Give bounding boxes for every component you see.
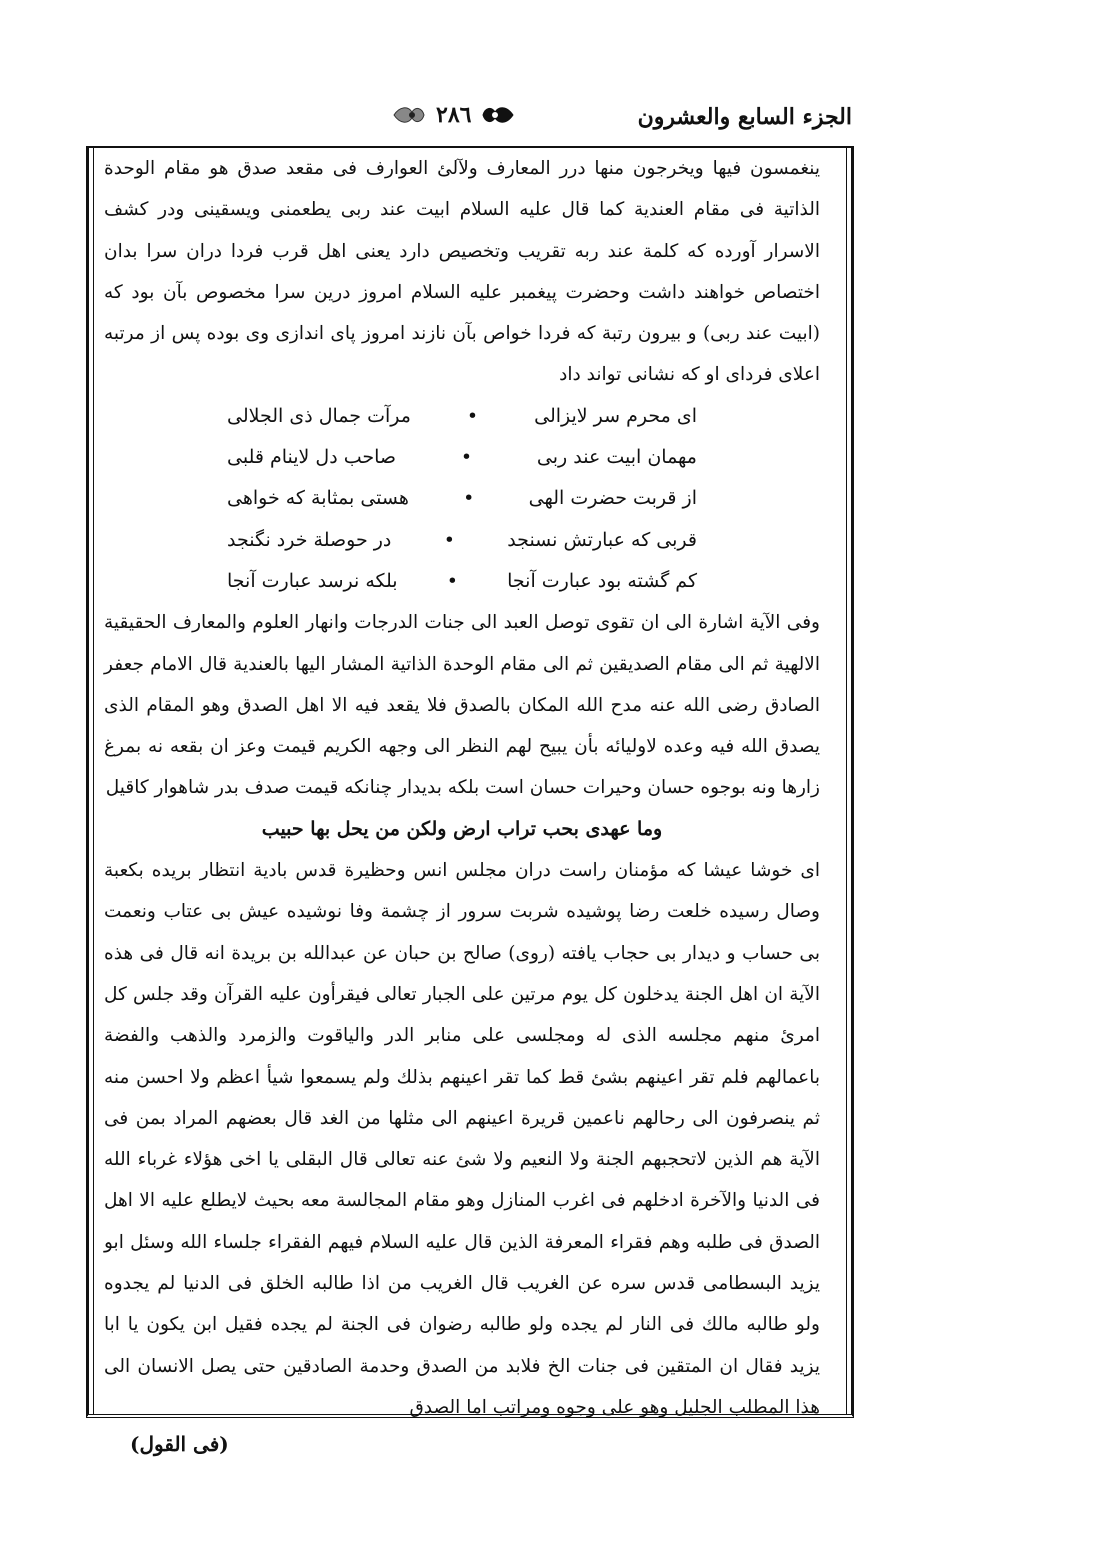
hemistich-b: مرآت جمال ذى الجلالى [227,404,411,427]
page-header [92,96,852,142]
hemistich-a: كم گشته بود عبارت آنجا [507,569,697,592]
catchword: (فى القول) [130,1432,229,1456]
running-title: الجزء السابع والعشرون [637,104,852,130]
centered-verse: وما عهدى بحب تراب ارض ولكن من يحل بها حبيب [261,817,663,840]
verse-line-3: از قربت حضرت الهى • هستى بمثابة كه خواهى [227,478,697,519]
main-text [104,148,820,1428]
verse-line-4: قربى كه عبارتش نسنجد • در حوصلة خرد نگنجد [227,520,697,561]
page-number: ٢٨٦ [436,102,472,128]
hemistich-b: صاحب دل لاينام قلبى [227,446,397,469]
paragraph-3: اى خوشا عيشا كه مؤمنان راست دران مجلس انس وحظيرة قدس بادية انتظار بريده بكعبة وصال رسيده خلعت رضا پوشيده شربت سرور از چشمة وفا نوشيده عيش بى عتاب ونعمت بى حساب و ديدار بى حجاب يافته (روى) صالح بن حبان عن عبدالله بن بريدة انه قال فى هذه الآية ان اهل الجنة يدخلون كل يوم مرتين على الجبار تعالى فيقرأون عليه القرآن وقد جلس كل امرئ منهم مجلسه الذى له ومجلسى على منابر الدر والياقوت والزمرد والذهب والفضة باعمالهم فلم تقر اعينهم بشئ قط كما تقر اعينهم بذلك ولم يسمعوا شيأ اعظم ولا احسن منه ثم ينصرفون الى رحالهم ناعمين قريرة اعينهم الى مثلها من الغد قال بعضهم المراد بمن فى الآية هم الذين لاتحجبهم الجنة ولا النعيم ولا شئ عنه تعالى قال البقلى يا اخى هؤلاء غرباء الله فى الدنيا والآخرة ادخلهم فى اغرب المنازل وهو مقام المجالسة معه بحيث لايطلع عليه الا اهل الصدق فى طلبه وهم فقراء المعرفة الذين قال عليه السلام فيهم الفقراء جلساء الله وسئل ابو يزيد البسطامى قدس سره عن الغريب قال الغريب من اذا طالبه الخلق فى الدنيا لم يجدوه ولو طالبه مالك فى النار لم يجده ولو طالبه رضوان فى الجنة لم يجده فقيل ابن يكون يا ابا يزيد فقال ان المتقين فى جنات الخ فلابد من الصدق وحدمة الصادقين حتى يصل الانسان الى هذا المطلب الجليل وهو على وجوه ومراتب اما الصدق [104,860,820,1418]
hemistich-a: قربى كه عبارتش نسنجد [507,528,697,551]
hemistich-a: از قربت حضرت الهى [528,487,697,510]
verse-line-5: كم گشته بود عبارت آنجا • بلكه نرسد عبارت آنجا [227,561,697,602]
hemistich-b: بلكه نرسد عبارت آنجا [227,569,398,592]
verse-line-2: مهمان ابيت عند ربى • صاحب دل لاينام قلبى [227,437,697,478]
ornament-right-icon [481,104,515,126]
paragraph-1: ينغمسون فيها ويخرجون منها درر المعارف ولآلئ العوارف فى مقعد صدق هو مقام الوحدة الذاتية فى مقام العندية كما قال عليه السلام ابيت عند ربى يطعمنى ويسقينى ودر كشف الاسرار آورده كه كلمة عند ربه تقريب وتخصيص دارد يعنى اهل قرب فردا دران سرا بدان اختصاص خواهند داشت وحضرت پيغمبر عليه السلام امروز درين سرا مخصوص بآن بود كه (ابيت عند ربى) و بيرون رتبة كه فردا خواص بآن نازند امروز پاى اندازى وى بوده پس از مرتبه اعلاى فرداى او كه نشانى تواند داد [104,158,820,386]
paragraph-2: وفى الآية اشارة الى ان تقوى توصل العبد الى جنات الدرجات وانهار العلوم والمعارف الحقيقية الالهية ثم الى مقام الصديقين ثم الى مقام الوحدة الذاتية المشار اليها بالعندية قال الامام جعفر الصادق رضى الله عنه مدح الله المكان بالصدق فلا يقعد فيه الا اهل الصدق وهو المقام الذى يصدق الله فيه وعده لاوليائه بأن يبيح لهم النظر الى وجهه الكريم قيمت وعز ان بقعه نه بمرغ زارها ونه بوجوه حسان وحيرات حسان است بلكه بديدار چنانكه قيمت صدف بدر شاهوار كاقيل [104,612,820,799]
hemistich-a: اى محرم سر لايزالى [534,404,697,427]
hemistich-b: در حوصلة خرد نگنجد [227,528,392,551]
persian-poem [227,396,697,602]
hemistich-a: مهمان ابيت عند ربى [536,446,697,469]
ornament-left-icon [392,104,426,126]
page-number-group [392,102,515,128]
verse-line-1: اى محرم سر لايزالى • مرآت جمال ذى الجلالى [227,396,697,437]
hemistich-b: هستى بمثابة كه خواهى [227,487,409,510]
